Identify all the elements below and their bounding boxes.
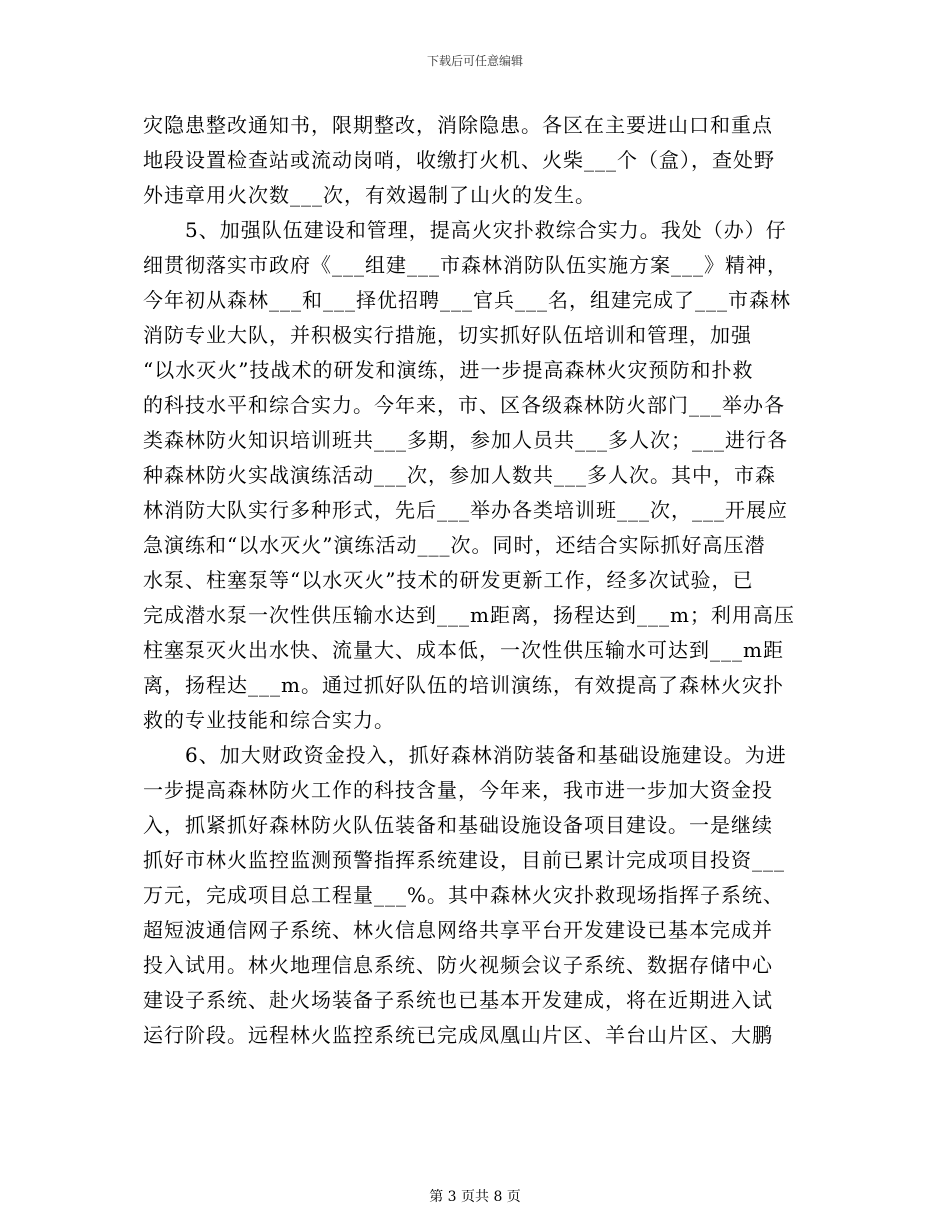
text-line: 水泵、柱塞泵等“以水灭火”技术的研发更新工作，经多次试验，已	[143, 568, 754, 592]
text-line: 运行阶段。远程林火监控系统已完成凤凰山片区、羊台山片区、大鹏	[143, 1023, 773, 1047]
text-line: 建设子系统、赴火场装备子系统也已基本开发建成，将在近期进入试	[143, 988, 773, 1012]
text-line: 灾隐患整改通知书，限期整改，消除隐患。各区在主要进山口和重点	[143, 113, 773, 137]
text-line: 林消防大队实行多种形式，先后___举办各类培训班___次，___开展应	[143, 498, 788, 522]
text-line: 细贯彻落实市政府《___组建___市森林消防队伍实施方案___》精神，	[143, 253, 788, 277]
text-line: 类森林防火知识培训班共___多期，参加人员共___多人次；___进行各	[143, 428, 788, 452]
text-line: 的科技水平和综合实力。今年来，市、区各级森林防火部门___举办各	[143, 393, 785, 417]
text-line: 投入试用。林火地理信息系统、防火视频会议子系统、数据存储中心	[143, 953, 773, 977]
text-line: 入，抓紧抓好森林防火队伍装备和基础设施设备项目建设。一是继续	[143, 813, 773, 837]
text-line: 外违章用火次数___次，有效遏制了山火的发生。	[143, 183, 596, 207]
text-line: 今年初从森林___和___择优招聘___官兵___名，组建完成了___市森林	[143, 288, 791, 312]
text-line: 6、加大财政资金投入，抓好森林消防装备和基础设施建设。为进	[143, 743, 787, 767]
text-line: 完成潜水泵一次性供压输水达到___m距离，扬程达到___m；利用高压	[143, 603, 795, 627]
text-line: “以水灭火”技战术的研发和演练，进一步提高森林火灾预防和扑救	[143, 358, 754, 382]
text-line: 急演练和“以水灭火”演练活动___次。同时，还结合实际抓好高压潜	[143, 533, 766, 557]
text-line: 柱塞泵灭火出水快、流量大、成本低，一次性供压输水可达到___m距	[143, 638, 784, 662]
page-footer: 第 3 页共 8 页	[429, 1189, 521, 1205]
text-line: 地段设置检查站或流动岗哨，收缴打火机、火柴___个（盒），查处野	[143, 148, 775, 172]
text-line: 离，扬程达___m。通过抓好队伍的培训演练，有效提高了森林火灾扑	[143, 673, 784, 697]
text-line: 超短波通信网子系统、林火信息网络共享平台开发建设已基本完成并	[143, 918, 773, 942]
text-line: 种森林防火实战演练活动___次，参加人数共___多人次。其中，市森	[143, 463, 776, 487]
text-line: 5、加强队伍建设和管理，提高火灾扑救综合实力。我处（办）仔	[143, 218, 787, 242]
text-line: 万元，完成项目总工程量___%。其中森林火灾扑救现场指挥子系统、	[143, 883, 785, 907]
text-line: 消防专业大队，并积极实行措施，切实抓好队伍培训和管理，加强	[143, 323, 752, 347]
text-line: 一步提高森林防火工作的科技含量，今年来，我市进一步加大资金投	[143, 778, 773, 802]
document-body	[143, 108, 813, 1053]
page-header: 下载后可任意编辑	[426, 54, 523, 68]
text-line: 抓好市林火监控监测预警指挥系统建设，目前已累计完成项目投资___	[143, 848, 785, 872]
text-line: 救的专业技能和综合实力。	[143, 708, 395, 732]
